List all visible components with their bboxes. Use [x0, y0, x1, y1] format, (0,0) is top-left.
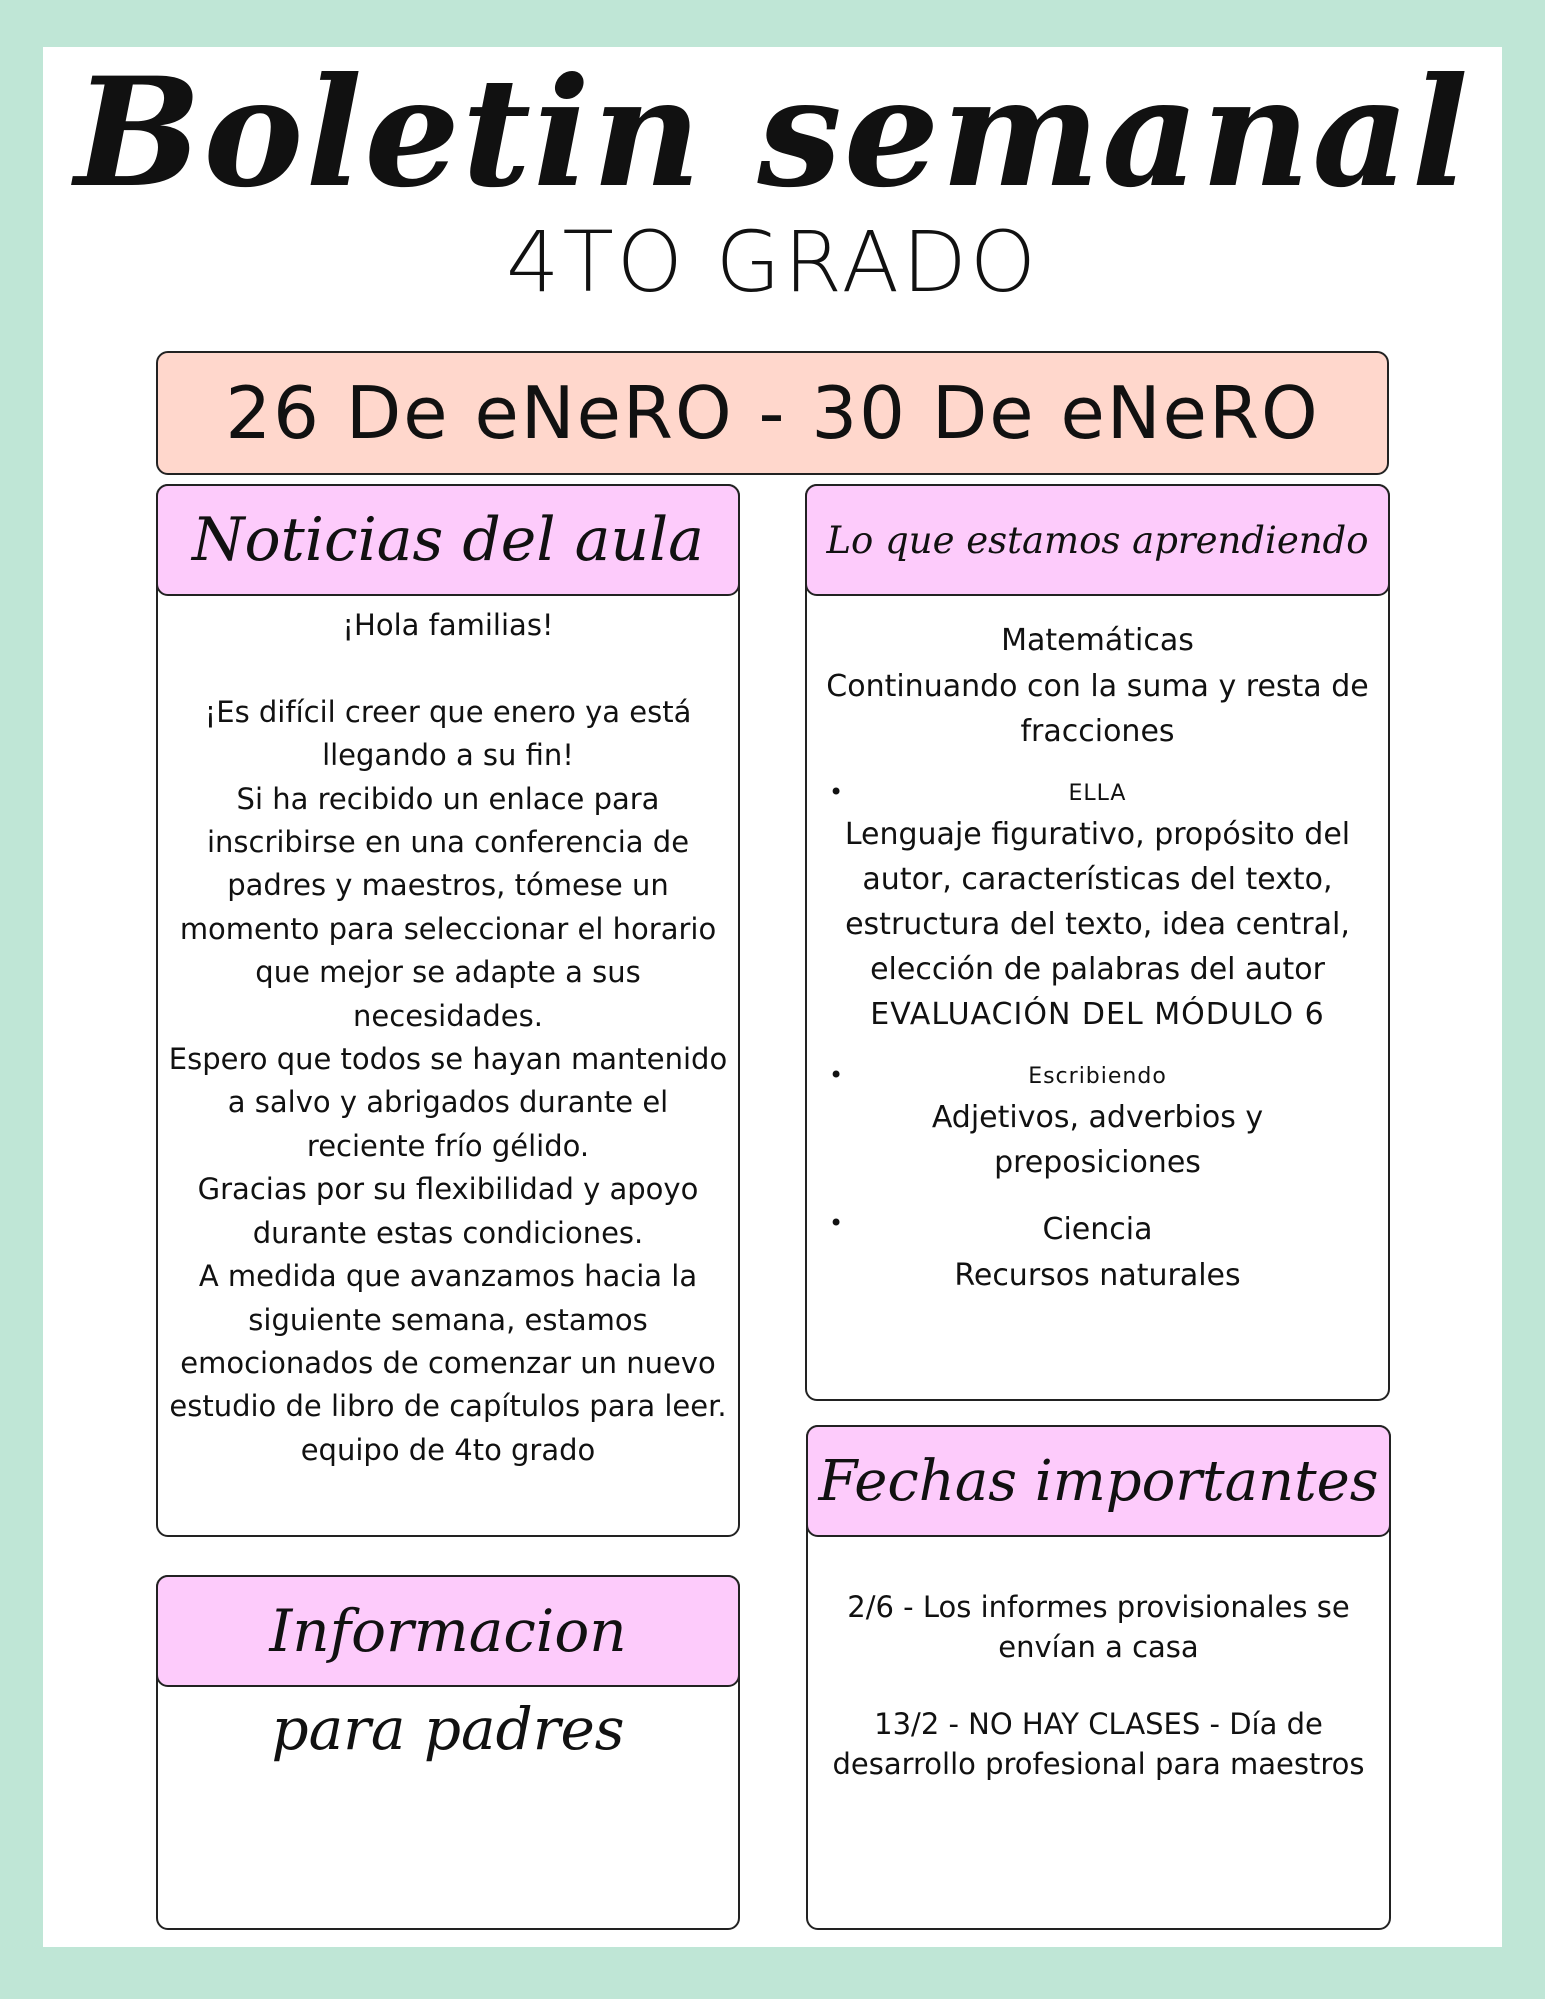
subject-math: [817, 618, 1378, 754]
bullet-icon: •: [829, 1209, 844, 1237]
subject-ela-assessment: EVALUACIÓN DEL MÓDULO 6: [870, 997, 1325, 1032]
subject-math-text: Continuando con la suma y resta de fracciones: [826, 669, 1369, 749]
newsletter-title: Boletin semanal: [74, 45, 1471, 221]
learning-section: [805, 484, 1390, 1401]
subject-math-title: Matemáticas: [1001, 623, 1194, 658]
parent-info-heading: Informacion: [156, 1575, 740, 1687]
classroom-news-body: ¡Hola familias! ¡Es difícil creer que enero ya está llegando a su fin! Si ha recibido un enlace para inscribirse en una conferencia de padres y maestros, tómese un momento para seleccionar el horario que mejor se adapte a sus necesidades. Espero que todos se hayan mantenido a salvo y abrigados durante el reciente frío gélido. Gracias por su flexibilidad y apoyo durante estas condiciones. A medida que avanzamos hacia la siguiente semana, estamos emocionados de comenzar un nuevo estudio de libro de capítulos para leer. equipo de 4to grado: [168, 608, 728, 1467]
parent-info-heading-line2: para padres: [271, 1695, 625, 1763]
important-dates-heading: Fechas importantes: [806, 1425, 1391, 1537]
date-item: 13/2 - NO HAY CLASES - Día de desarrollo profesional para maestros: [832, 1707, 1365, 1781]
bullet-icon: •: [829, 778, 844, 806]
parent-info-section: [156, 1575, 740, 1930]
subject-writing-text: Adjetivos, adverbios y preposiciones: [931, 1100, 1264, 1180]
date-range-banner: 26 De eNeRO - 30 De eNeRO: [156, 351, 1389, 475]
subject-science: [817, 1207, 1378, 1298]
classroom-news-section: [156, 484, 740, 1537]
learning-heading: Lo que estamos aprendiendo: [805, 484, 1390, 596]
subject-writing-title: Escribiendo: [1028, 1064, 1167, 1089]
classroom-news-heading: Noticias del aula: [156, 484, 740, 596]
learning-body: [817, 618, 1378, 1298]
subject-ela-text: Lenguaje figurativo, propósito del autor, características del texto, estructura del texto, idea central, elección de palabras del autor: [844, 817, 1351, 987]
bullet-icon: •: [829, 1061, 844, 1089]
subject-writing: [817, 1059, 1378, 1185]
grade-subtitle: 4TO GRADO: [506, 213, 1039, 311]
subject-ela-title: ELLA: [1068, 781, 1127, 806]
subject-science-title: Ciencia: [1042, 1212, 1153, 1247]
subject-ela: [817, 776, 1378, 1037]
subject-science-text: Recursos naturales: [954, 1258, 1241, 1293]
important-dates-section: [806, 1425, 1391, 1930]
date-item: 2/6 - Los informes provisionales se envían a casa: [847, 1590, 1350, 1664]
